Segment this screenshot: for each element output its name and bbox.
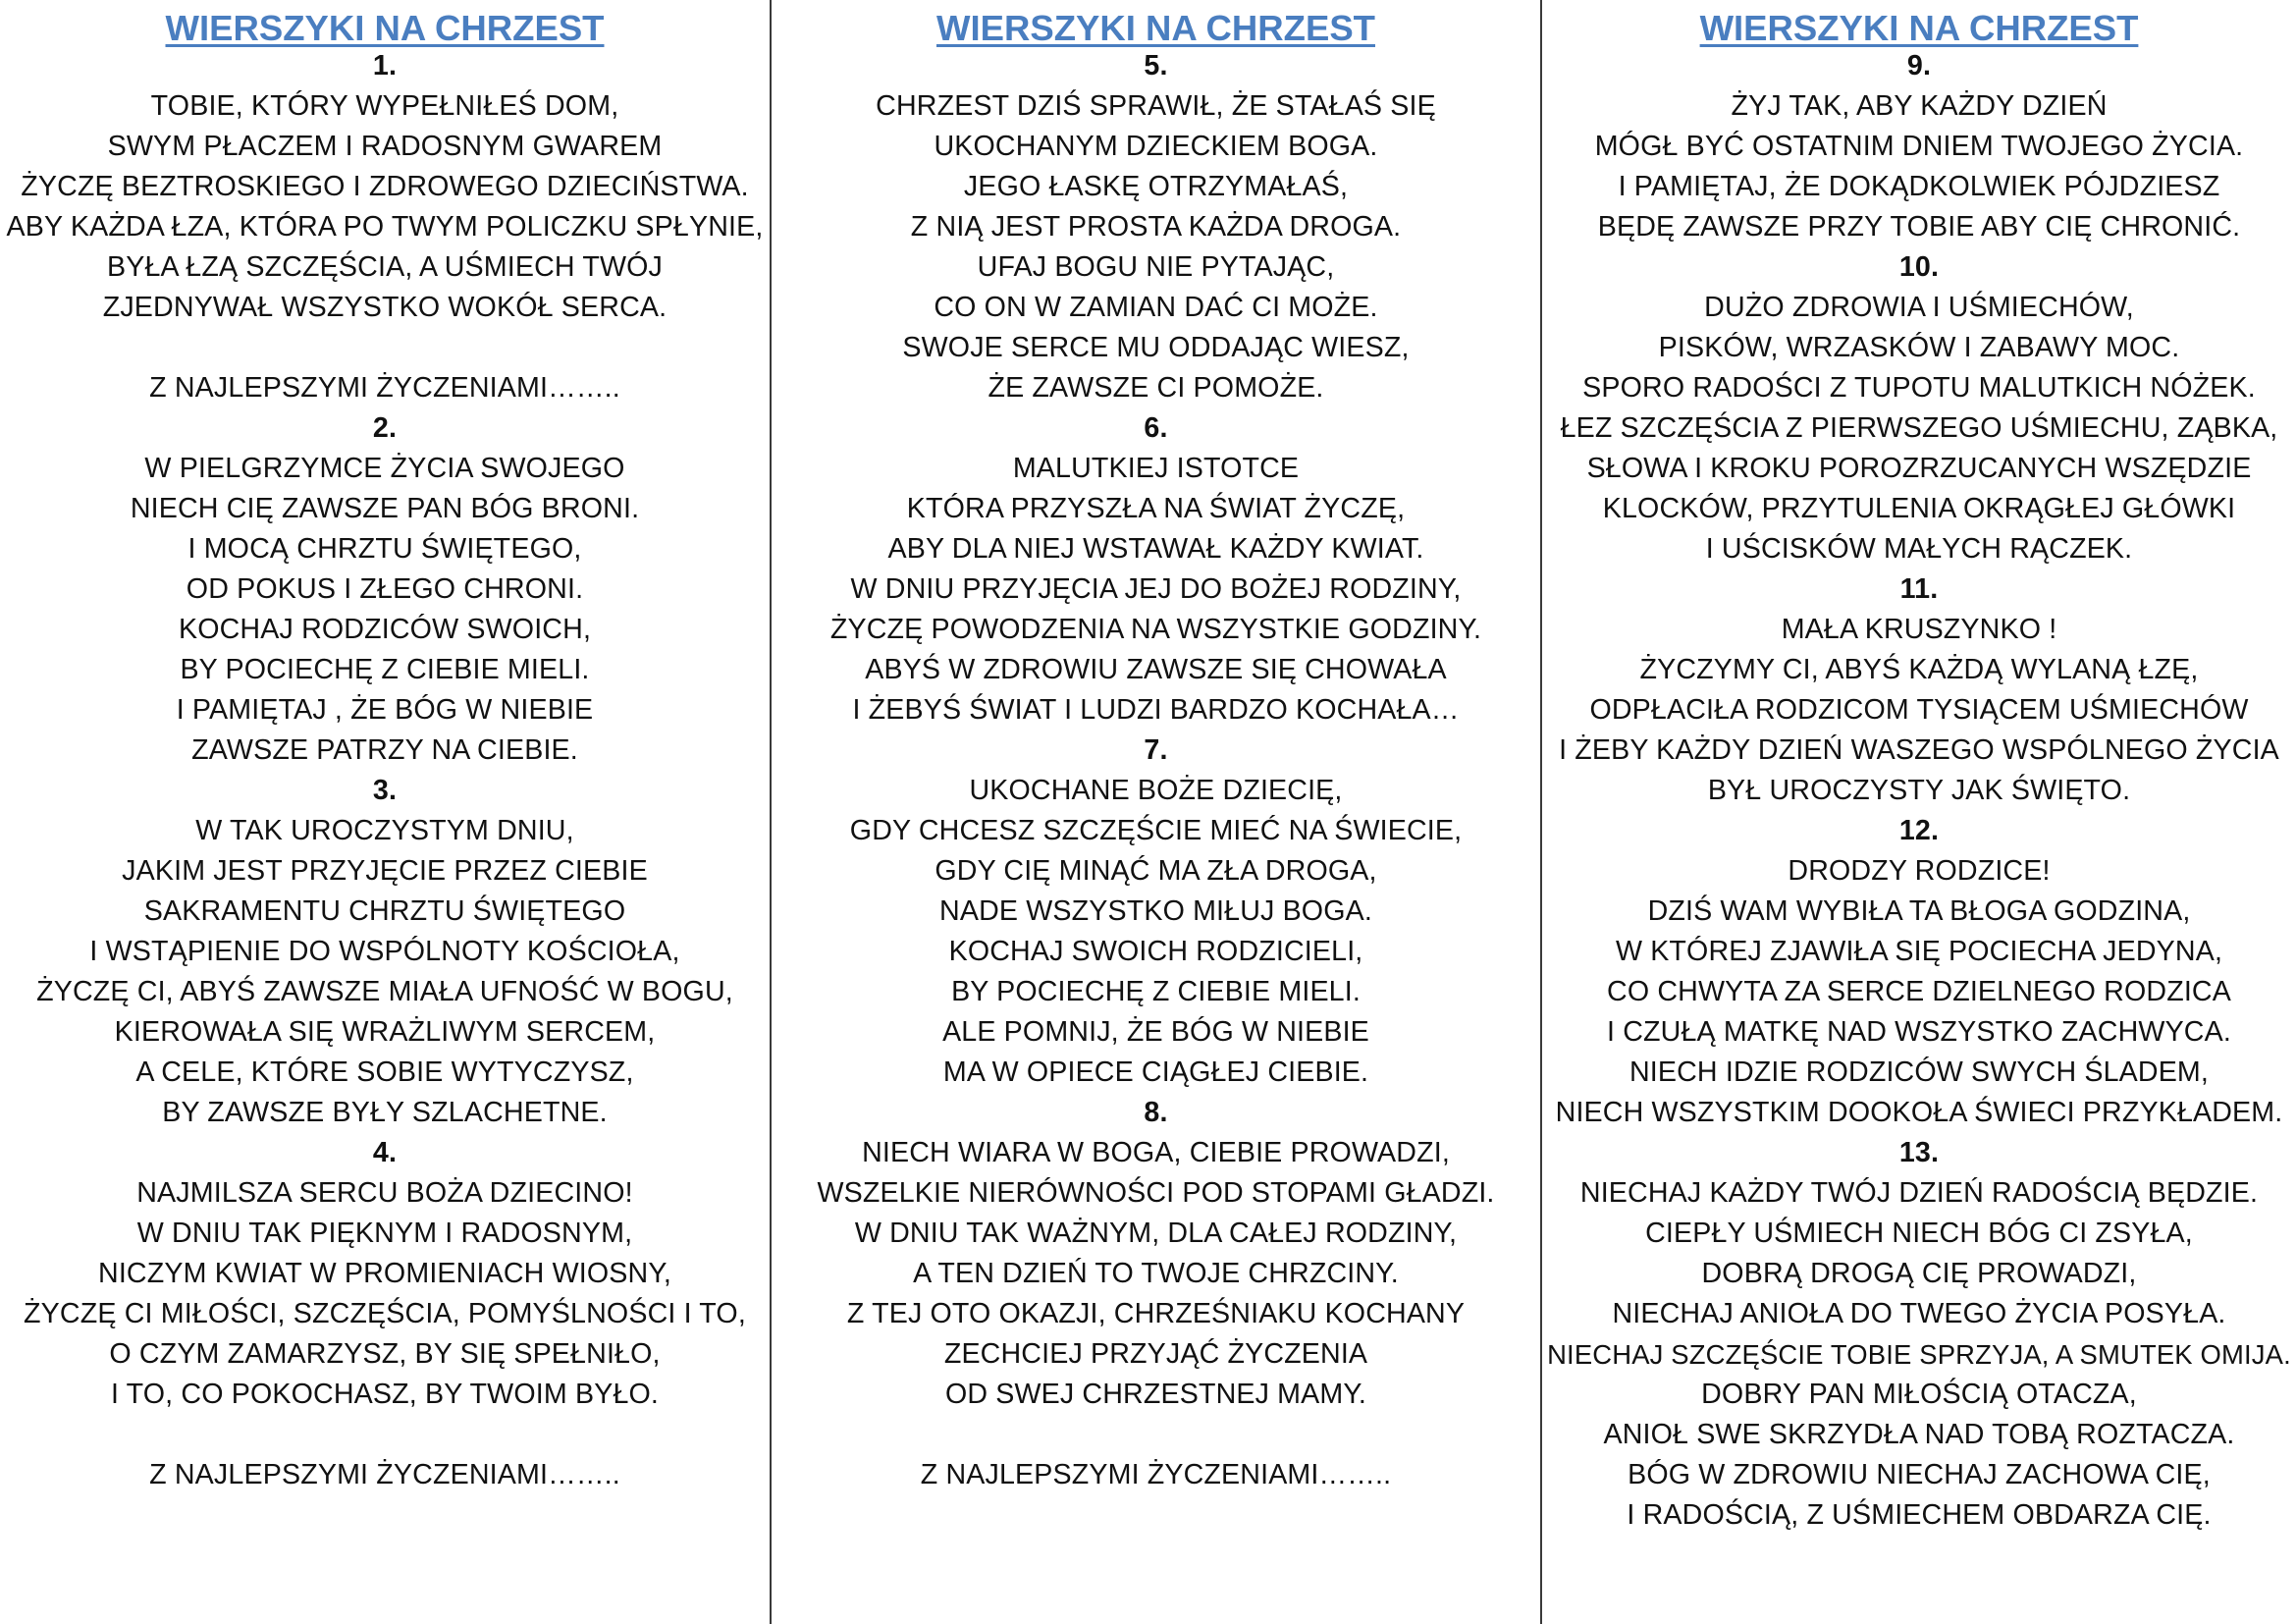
- poem-line: W DNIU PRZYJĘCIA JEJ DO BOŻEJ RODZINY,: [850, 573, 1462, 605]
- poem-line: UKOCHANYM DZIECKIEM BOGA.: [934, 131, 1378, 162]
- poem-line: DOBRĄ DROGĄ CIĘ PROWADZI,: [1701, 1258, 2137, 1289]
- poem-line: A CELE, KTÓRE SOBIE WYTYCZYSZ,: [135, 1056, 634, 1088]
- poem-line: ŻYJ TAK, ABY KAŻDY DZIEŃ: [1731, 90, 2108, 122]
- poem-line: ZAWSZE PATRZY NA CIEBIE.: [191, 734, 578, 766]
- poem-line: BYŁ UROCZYSTY JAK ŚWIĘTO.: [1707, 775, 2131, 806]
- poem-line: I ŻEBYŚ ŚWIAT I LUDZI BARDZO KOCHAŁA…: [852, 694, 1460, 726]
- poem-line: KOCHAJ SWOICH RODZICIELI,: [948, 936, 1363, 967]
- poem-line: BY POCIECHĘ Z CIEBIE MIELI.: [951, 976, 1361, 1007]
- poem-line: JEGO ŁASKĘ OTRZYMAŁAŚ,: [963, 171, 1349, 202]
- poem-line: DOBRY PAN MIŁOŚCIĄ OTACZA,: [1701, 1379, 2137, 1410]
- poem-line: NIECHAJ KAŻDY TWÓJ DZIEŃ RADOŚCIĄ BĘDZIE.: [1579, 1177, 2259, 1209]
- poem-line: ŻYCZĘ CI, ABYŚ ZAWSZE MIAŁA UFNOŚĆ W BOGU,: [36, 976, 733, 1007]
- poem-line: ODPŁACIŁA RODZICOM TYSIĄCEM UŚMIECHÓW: [1589, 694, 2249, 726]
- poem-line: ALE POMNIJ, ŻE BÓG W NIEBIE: [942, 1016, 1369, 1048]
- poem-line: JAKIM JEST PRZYJĘCIE PRZEZ CIEBIE: [122, 855, 648, 887]
- poem-line: ŻYCZYMY CI, ABYŚ KAŻDĄ WYLANĄ ŁZĘ,: [1639, 654, 2199, 685]
- poem-number: 2.: [372, 412, 398, 444]
- poem-line: KTÓRA PRZYSZŁA NA ŚWIAT ŻYCZĘ,: [906, 493, 1406, 524]
- poem-line: MÓGŁ BYĆ OSTATNIM DNIEM TWOJEGO ŻYCIA.: [1594, 131, 2244, 162]
- poem-line: I MOCĄ CHRZTU ŚWIĘTEGO,: [187, 533, 582, 565]
- poem-line: SPORO RADOŚCI Z TUPOTU MALUTKICH NÓŻEK.: [1582, 372, 2256, 404]
- poem-line: W DNIU TAK PIĘKNYM I RADOSNYM,: [136, 1218, 633, 1249]
- poem-line: ANIOŁ SWE SKRZYDŁA NAD TOBĄ ROZTACZA.: [1603, 1419, 2235, 1450]
- poem-line: SAKRAMENTU CHRZTU ŚWIĘTEGO: [143, 895, 626, 927]
- poem-number: 12.: [1898, 815, 1940, 846]
- poem-number: 1.: [372, 50, 398, 81]
- poem-line: O CZYM ZAMARZYSZ, BY SIĘ SPEŁNIŁO,: [109, 1338, 661, 1370]
- poem-line: Z NAJLEPSZYMI ŻYCZENIAMI……..: [920, 1459, 1392, 1490]
- poem-line: PISKÓW, WRZASKÓW I ZABAWY MOC.: [1658, 332, 2180, 363]
- poem-line: SŁOWA I KROKU POROZRZUCANYCH WSZĘDZIE: [1586, 453, 2252, 484]
- poem-line: NICZYM KWIAT W PROMIENIACH WIOSNY,: [98, 1258, 671, 1289]
- poem-line: A TEN DZIEŃ TO TWOJE CHRZCINY.: [913, 1258, 1399, 1289]
- column-2: [772, 0, 1540, 1624]
- poem-line: I ŻEBY KAŻDY DZIEŃ WASZEGO WSPÓLNEGO ŻYCIA: [1559, 734, 2279, 766]
- poem-number: 9.: [1906, 50, 1932, 81]
- poem-line: ABYŚ W ZDROWIU ZAWSZE SIĘ CHOWAŁA: [865, 654, 1447, 685]
- poem-line: W DNIU TAK WAŻNYM, DLA CAŁEJ RODZINY,: [854, 1218, 1458, 1249]
- poem-number: 8.: [1144, 1097, 1168, 1128]
- poem-line: I CZUŁĄ MATKĘ NAD WSZYSTKO ZACHWYCA.: [1607, 1016, 2231, 1048]
- poem-line: SWYM PŁACZEM I RADOSNYM GWAREM: [107, 131, 663, 162]
- poem-line: BYŁA ŁZĄ SZCZĘŚCIA, A UŚMIECH TWÓJ: [106, 251, 664, 283]
- poem-line: NIECHAJ SZCZĘŚCIE TOBIE SPRZYJA, A SMUTEK OMIJA.: [1547, 1339, 2291, 1370]
- poem-number: 11.: [1899, 573, 1939, 605]
- poem-line: KIEROWAŁA SIĘ WRAŻLIWYM SERCEM,: [114, 1016, 656, 1048]
- poem-line: I UŚCISKÓW MAŁYCH RĄCZEK.: [1705, 533, 2133, 565]
- poem-line: OD POKUS I ZŁEGO CHRONI.: [186, 573, 584, 605]
- poem-line: NADE WSZYSTKO MIŁUJ BOGA.: [939, 895, 1372, 927]
- poem-line: GDY CIĘ MINĄĆ MA ZŁA DROGA,: [934, 855, 1377, 887]
- poem-number: 4.: [372, 1137, 398, 1168]
- poem-line: KLOCKÓW, PRZYTULENIA OKRĄGŁEJ GŁÓWKI: [1602, 493, 2236, 524]
- poem-number: 10.: [1898, 251, 1940, 283]
- poem-line: ZJEDNYWAŁ WSZYSTKO WOKÓŁ SERCA.: [102, 292, 667, 323]
- column-title: WIERSZYKI NA CHRZEST: [165, 8, 605, 48]
- poem-line: BY POCIECHĘ Z CIEBIE MIELI.: [180, 654, 590, 685]
- poem-number: 13.: [1898, 1137, 1940, 1168]
- poem-line: ZECHCIEJ PRZYJĄĆ ŻYCZENIA: [943, 1338, 1368, 1370]
- poem-line: DRODZY RODZICE!: [1788, 855, 2051, 887]
- poem-line: I PAMIĘTAJ , ŻE BÓG W NIEBIE: [176, 694, 594, 726]
- poem-line: ŻE ZAWSZE CI POMOŻE.: [988, 372, 1324, 404]
- poem-line: SWOJE SERCE MU ODDAJĄC WIESZ,: [902, 332, 1410, 363]
- poem-line: I TO, CO POKOCHASZ, BY TWOIM BYŁO.: [110, 1379, 660, 1410]
- poem-line: W KTÓREJ ZJAWIŁA SIĘ POCIECHA JEDYNA,: [1615, 936, 2223, 967]
- poem-line: CO ON W ZAMIAN DAĆ CI MOŻE.: [934, 292, 1378, 323]
- poem-lines: [772, 46, 1540, 1495]
- poem-number: 5.: [1144, 50, 1168, 81]
- blank-line: [0, 1415, 770, 1455]
- poem-number: 6.: [1144, 412, 1168, 444]
- poem-line: CHRZEST DZIŚ SPRAWIŁ, ŻE STAŁAŚ SIĘ: [876, 90, 1436, 122]
- poem-line: UFAJ BOGU NIE PYTAJĄC,: [977, 251, 1335, 283]
- poem-line: GDY CHCESZ SZCZĘŚCIE MIEĆ NA ŚWIECIE,: [849, 815, 1463, 846]
- column-title: WIERSZYKI NA CHRZEST: [1699, 8, 2139, 48]
- poem-line: I RADOŚCIĄ, Z UŚMIECHEM OBDARZA CIĘ.: [1627, 1499, 2212, 1531]
- poem-line: BĘDĘ ZAWSZE PRZY TOBIE ABY CIĘ CHRONIĆ.: [1597, 211, 2241, 243]
- poem-lines: [1542, 46, 2296, 1536]
- poem-line: NIECH IDZIE RODZICÓW SWYCH ŚLADEM,: [1629, 1056, 2210, 1088]
- poem-line: NAJMILSZA SERCU BOŻA DZIECINO!: [136, 1177, 633, 1209]
- poem-line: W TAK UROCZYSTYM DNIU,: [195, 815, 574, 846]
- poem-number: 7.: [1144, 734, 1168, 766]
- poem-line: Z NAJLEPSZYMI ŻYCZENIAMI……..: [149, 372, 620, 404]
- poem-line: ABY KAŻDA ŁZA, KTÓRA PO TWYM POLICZKU SPŁYNIE,: [6, 211, 764, 243]
- poem-line: DZIŚ WAM WYBIŁA TA BŁOGA GODZINA,: [1647, 895, 2191, 927]
- column-3: [1542, 0, 2296, 1624]
- poem-line: NIECH CIĘ ZAWSZE PAN BÓG BRONI.: [130, 493, 640, 524]
- poem-line: NIECH WSZYSTKIM DOOKOŁA ŚWIECI PRZYKŁADEM.: [1555, 1097, 2283, 1128]
- poem-line: BÓG W ZDROWIU NIECHAJ ZACHOWA CIĘ,: [1628, 1459, 2211, 1490]
- poem-line: NIECHAJ ANIOŁA DO TWEGO ŻYCIA POSYŁA.: [1612, 1298, 2226, 1329]
- poem-line: MALUTKIEJ ISTOTCE: [1012, 453, 1300, 484]
- poem-line: CIEPŁY UŚMIECH NIECH BÓG CI ZSYŁA,: [1645, 1218, 2193, 1249]
- poem-line: ŻYCZĘ CI MIŁOŚCI, SZCZĘŚCIA, POMYŚLNOŚCI I TO,: [24, 1298, 746, 1329]
- poem-line: CO CHWYTA ZA SERCE DZIELNEGO RODZICA: [1607, 976, 2231, 1007]
- poem-line: WSZELKIE NIERÓWNOŚCI POD STOPAMI GŁADZI.: [817, 1177, 1495, 1209]
- poem-line: NIECH WIARA W BOGA, CIEBIE PROWADZI,: [862, 1137, 1450, 1168]
- poem-line: Z NAJLEPSZYMI ŻYCZENIAMI……..: [149, 1459, 620, 1490]
- poem-line: UKOCHANE BOŻE DZIECIĘ,: [969, 775, 1343, 806]
- poem-line: W PIELGRZYMCE ŻYCIA SWOJEGO: [144, 453, 625, 484]
- poem-lines: [0, 46, 770, 1495]
- poem-line: ŻYCZĘ BEZTROSKIEGO I ZDROWEGO DZIECIŃSTWA.: [21, 171, 749, 202]
- poem-line: OD SWEJ CHRZESTNEJ MAMY.: [944, 1379, 1367, 1410]
- poem-line: I WSTĄPIENIE DO WSPÓLNOTY KOŚCIOŁA,: [89, 936, 680, 967]
- poem-line: TOBIE, KTÓRY WYPEŁNIŁEŚ DOM,: [150, 90, 619, 122]
- blank-line: [0, 328, 770, 368]
- poem-line: ŻYCZĘ POWODZENIA NA WSZYSTKIE GODZINY.: [829, 614, 1482, 645]
- poem-line: Z TEJ OTO OKAZJI, CHRZEŚNIAKU KOCHANY: [846, 1298, 1466, 1329]
- poem-line: DUŻO ZDROWIA I UŚMIECHÓW,: [1704, 292, 2134, 323]
- poem-line: Z NIĄ JEST PROSTA KAŻDA DROGA.: [910, 211, 1402, 243]
- poem-line: KOCHAJ RODZICÓW SWOICH,: [178, 614, 592, 645]
- poem-line: BY ZAWSZE BYŁY SZLACHETNE.: [162, 1097, 608, 1128]
- poem-line: I PAMIĘTAJ, ŻE DOKĄDKOLWIEK PÓJDZIESZ: [1618, 171, 2220, 202]
- poem-line: ŁEZ SZCZĘŚCIA Z PIERWSZEGO UŚMIECHU, ZĄBKA,: [1560, 412, 2278, 444]
- poem-line: ABY DLA NIEJ WSTAWAŁ KAŻDY KWIAT.: [887, 533, 1424, 565]
- poem-line: MA W OPIECE CIĄGŁEJ CIEBIE.: [942, 1056, 1369, 1088]
- column-title: WIERSZYKI NA CHRZEST: [936, 8, 1375, 48]
- poem-line: MAŁA KRUSZYNKO !: [1781, 614, 2057, 645]
- column-1: [0, 0, 770, 1624]
- blank-line: [772, 1415, 1540, 1455]
- poem-number: 3.: [372, 775, 398, 806]
